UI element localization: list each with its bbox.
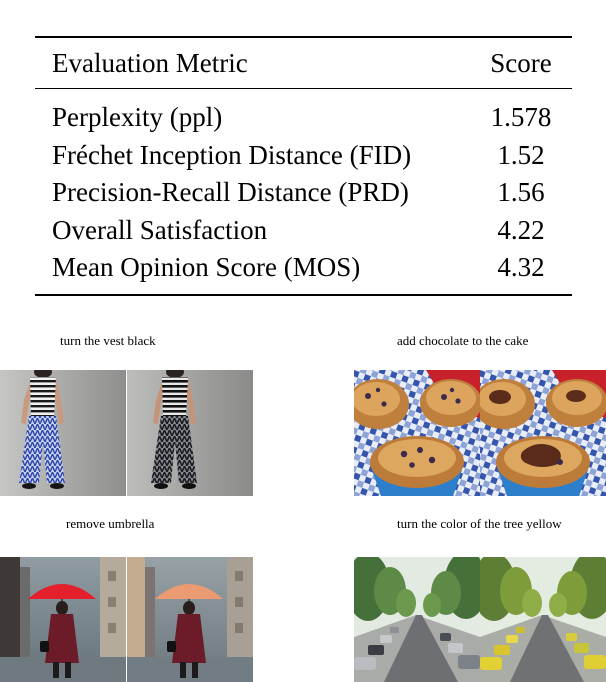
table-body [35,89,572,294]
example-pair-cake [354,370,606,496]
muffin [546,379,606,427]
table-header [35,38,572,89]
vest-edited-image [127,370,253,496]
umbrella-edited-image [127,557,253,682]
metric-name: Precision-Recall Distance (PRD) [52,177,409,207]
example-pair-vest [0,370,252,496]
caption-cake: add chocolate to the cake [397,333,529,348]
metric-name: Fréchet Inception Distance (FID) [52,139,412,170]
cake-original-image [354,370,480,496]
metric-name: Mean Opinion Score (MOS) [52,252,361,282]
header-score: Score [490,48,552,78]
table-row [35,249,572,287]
caption-umbrella: remove umbrella [66,516,155,531]
evaluation-table [35,36,572,296]
muffin [420,379,480,427]
metric-score: 4.32 [497,252,545,282]
metric-score: 4.22 [497,214,545,245]
muffin [370,436,464,496]
example-pair-tree [354,557,606,682]
tree-original-image [354,557,480,682]
header-metric: Evaluation Metric [52,48,248,78]
tree-edited-image [480,557,606,682]
muffin [496,436,590,496]
metric-name: Perplexity (ppl) [52,102,223,132]
example-pair-umbrella [0,557,252,682]
vest-original-image [0,370,126,496]
table-row [35,99,572,137]
metric-score: 1.578 [490,102,552,132]
metric-score: 1.52 [497,139,545,170]
cake-edited-image [480,370,606,496]
table-row [35,212,572,250]
table-row [35,137,572,175]
caption-tree: turn the color of the tree yellow [397,516,562,531]
caption-vest: turn the vest black [60,333,156,348]
umbrella-original-image [0,557,126,682]
metric-name: Overall Satisfaction [52,214,268,245]
table-row [35,174,572,212]
metric-score: 1.56 [497,177,545,207]
